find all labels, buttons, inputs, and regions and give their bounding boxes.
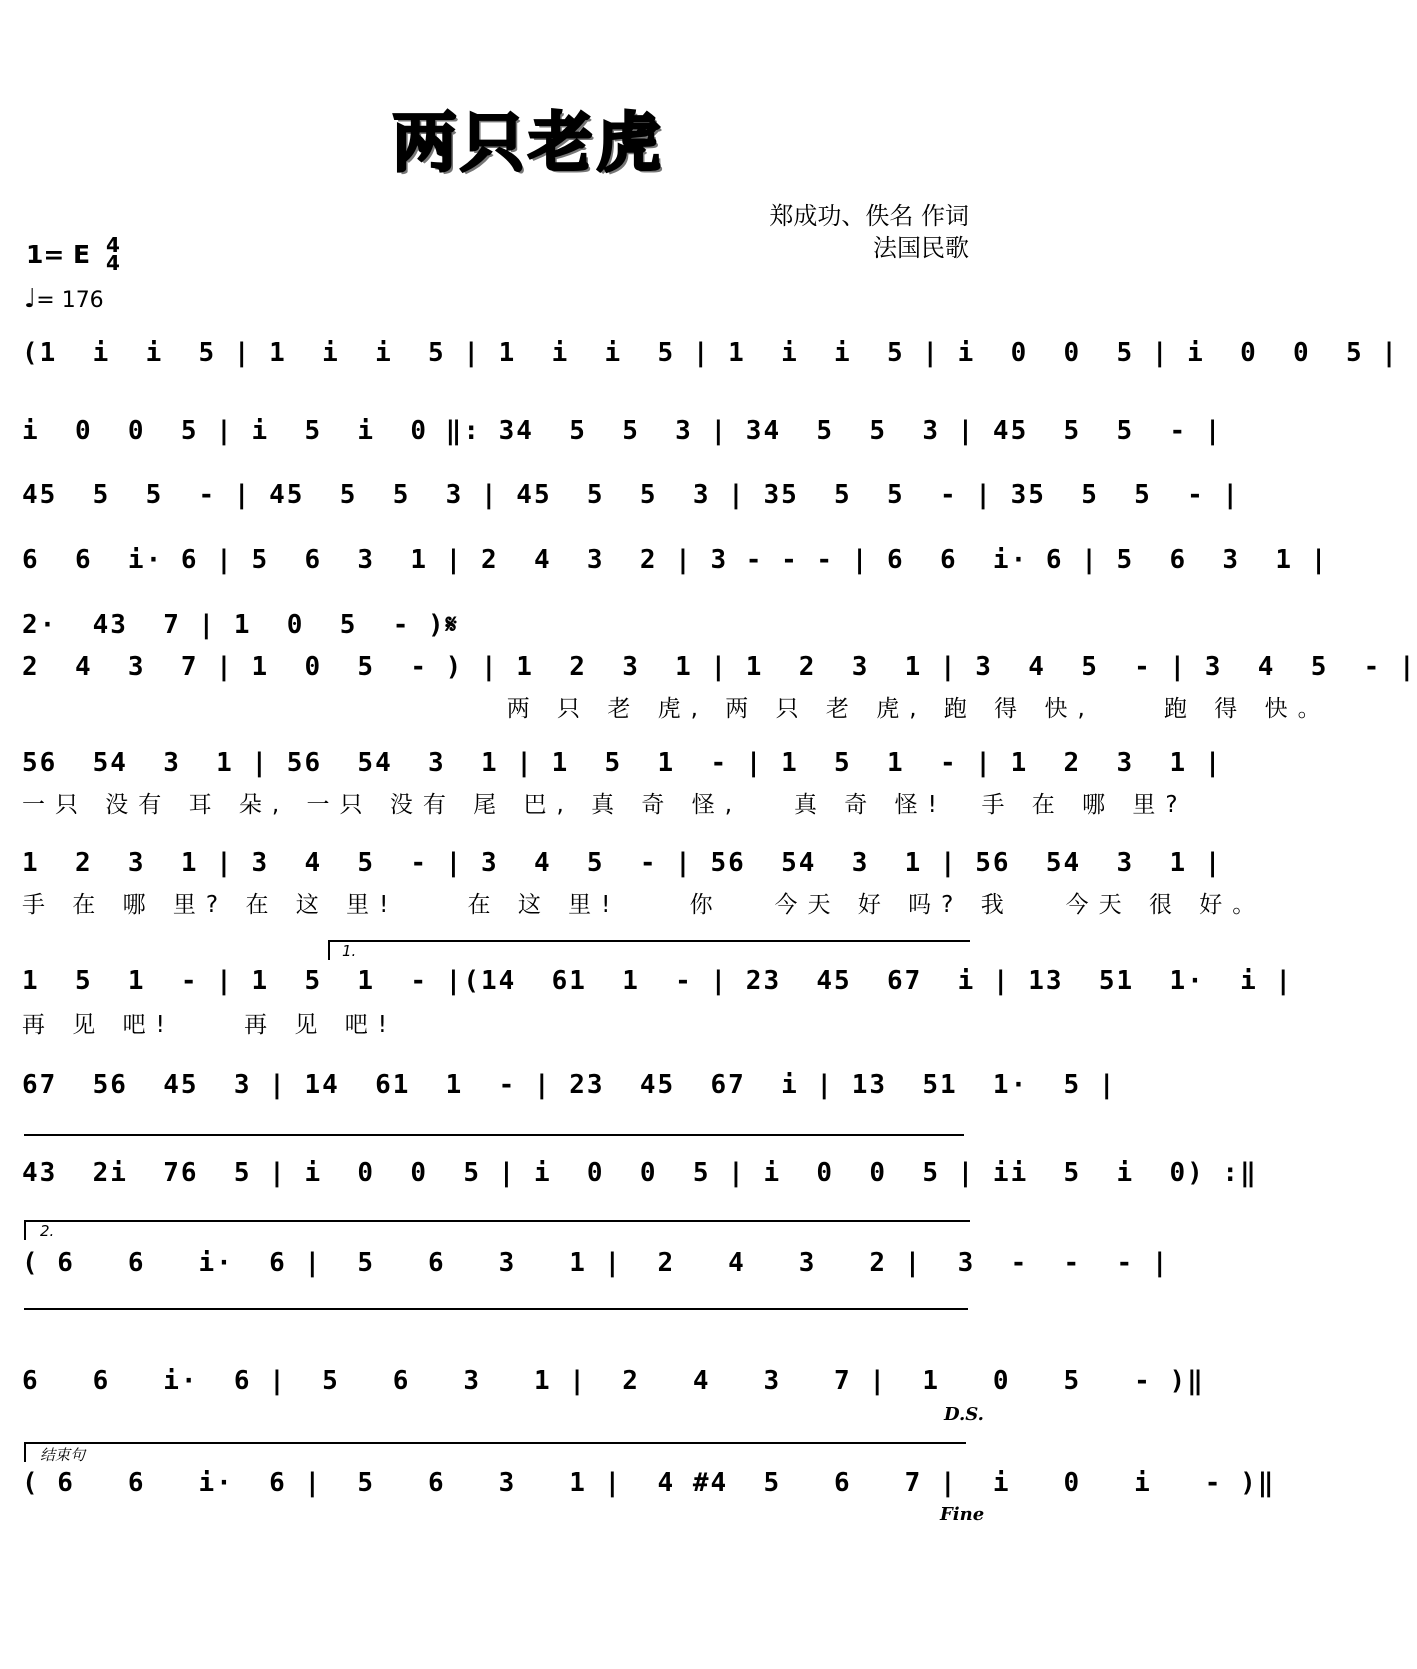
fine-mark: Fine [940,1504,985,1525]
song-title: 两只老虎 [392,107,665,181]
key-signature: 1= E [26,240,91,269]
notes: ( 6 6 i· 6 | 5 6 3 1 | 4 #4 5 6 7 | i 0 i - )‖ [22,1468,1276,1498]
notes: 2· 43 7 | 1 0 5 - )𝄋 [22,610,459,640]
quarter-note-icon: ♩ [24,284,37,314]
lyrics: 一只 没有 耳 朵, 一只 没有 尾 巴, 真 奇 怪, 真 奇 怪! 手 在 哪 里? [22,792,1188,818]
volta-1-label: 1. [342,942,357,960]
notes: 43 2i 76 5 | i 0 0 5 | i 0 0 5 | i 0 0 5 | ii 5 i 0) :‖ [22,1158,1258,1188]
notes: 6 6 i· 6 | 5 6 3 1 | 2 4 3 7 | 1 0 5 - )‖ [22,1366,1205,1396]
notes: 67 56 45 3 | 14 61 1 - | 23 45 67 i | 13 51 1· 5 | [22,1070,1117,1100]
notes: 2 4 3 7 | 1 0 5 - ) | 1 2 3 1 | 1 2 3 1 | 3 4 5 - | 3 4 5 - | [22,652,1417,682]
notes: 6 6 i· 6 | 5 6 3 1 | 2 4 3 2 | 3 - - - | 6 6 i· 6 | 5 6 3 1 | [22,545,1329,575]
notes: 45 5 5 - | 45 5 5 3 | 45 5 5 3 | 35 5 5 - | 35 5 5 - | [22,480,1241,510]
origin: 法国民歌 [873,234,969,262]
lyricist: 郑成功、佚名 作词 [769,202,969,230]
notes: (1 i i 5 | 1 i i 5 | 1 i i 5 | 1 i i 5 | i 0 0 5 | i 0 0 5 | [22,338,1399,368]
volta-2-label: 2. [40,1222,55,1240]
lyrics: 两 只 老 虎, 两 只 老 虎, 跑 得 快, 跑 得 快。 [22,696,1331,722]
notes: ( 6 6 i· 6 | 5 6 3 1 | 2 4 3 2 | 3 - - - | [22,1248,1170,1278]
notes: 1 2 3 1 | 3 4 5 - | 3 4 5 - | 56 54 3 1 | 56 54 3 1 | [22,848,1223,878]
time-signature [106,233,120,275]
volta-2-line [24,1308,968,1310]
notes: i 0 0 5 | i 5 i 0 ‖: 34 5 5 3 | 34 5 5 3 | 45 5 5 - | [22,416,1223,446]
ds-mark: D.S. [944,1404,984,1425]
volta-2-bracket [24,1220,970,1240]
tempo-value: = 176 [36,288,104,313]
lyrics: 手 在 哪 里? 在 这 里! 在 这 里! 你 今天 好 吗? 我 今天 很 好。 [22,892,1266,918]
time-bottom: 4 [106,251,120,275]
time-top: 4 [106,233,120,257]
notes: 56 54 3 1 | 56 54 3 1 | 1 5 1 - | 1 5 1 - | 1 2 3 1 | [22,748,1223,778]
volta-1-bracket [328,940,970,960]
volta-1-line [24,1134,964,1136]
ending-bracket [24,1442,966,1462]
lyrics: 再 见 吧! 再 见 吧! [22,1012,397,1038]
notes: 1 5 1 - | 1 5 1 - |(14 61 1 - | 23 45 67 i | 13 51 1· i | [22,966,1294,996]
credits [769,200,969,264]
tempo [24,284,104,314]
ending-label: 结束句 [40,1446,86,1464]
